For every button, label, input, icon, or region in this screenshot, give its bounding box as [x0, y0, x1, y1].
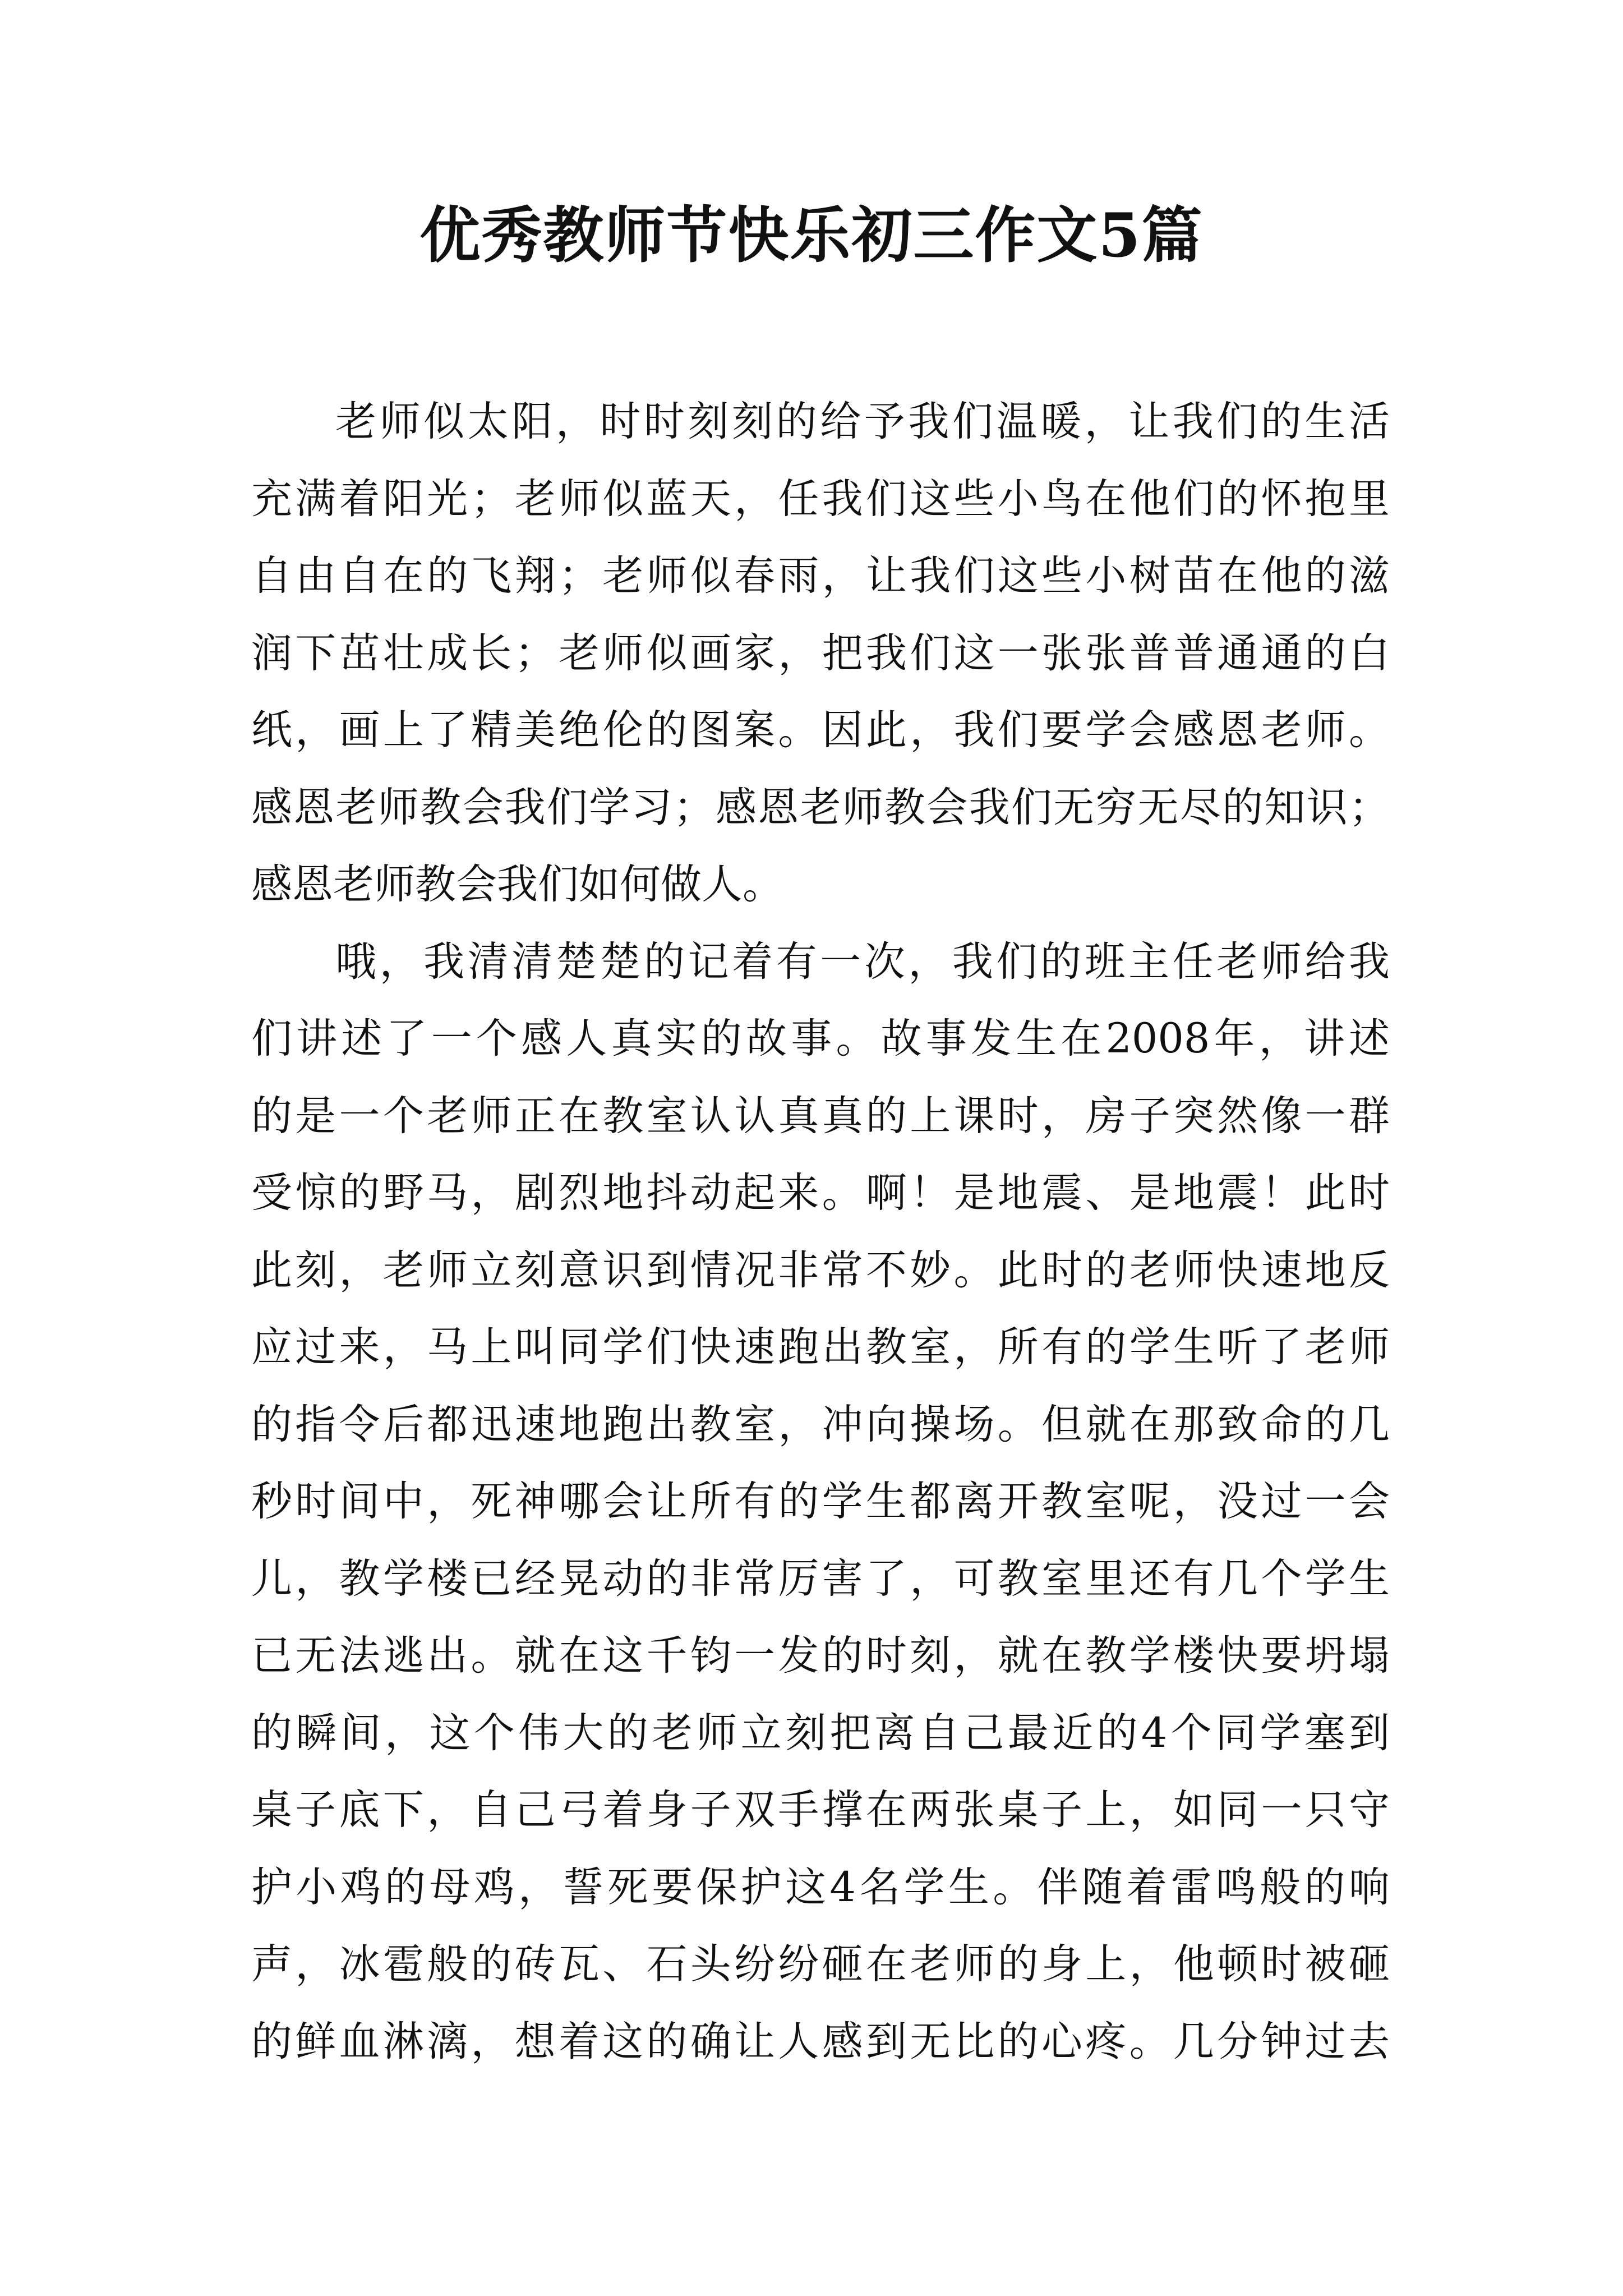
paragraph-line: 哦，我清清楚楚的记着有一次，我们的班主任老师给我 [335, 937, 1390, 986]
paragraph-line: 的是一个老师正在教室认认真真的上课时，房子突然像一群 [251, 1092, 1390, 1140]
paragraph-line: 老师似太阳，时时刻刻的给予我们温暖，让我们的生活 [335, 398, 1390, 445]
paragraph-line: 纸，画上了精美绝伦的图案。因此，我们要学会感恩老师。 [251, 706, 1390, 754]
document-title: 优秀教师节快乐初三作文5篇 [419, 200, 1204, 271]
paragraph-line: 秒时间中，死神哪会让所有的学生都离开教室呢，没过一会 [251, 1478, 1390, 1525]
paragraph [251, 383, 1390, 923]
paragraph-line: 自由自在的飞翔；老师似春雨，让我们这些小树苗在他的滋 [251, 552, 1390, 600]
paragraph-line: 的鲜血淋漓，想着这的确让人感到无比的心疼。几分钟过去 [251, 2017, 1390, 2065]
paragraph-line: 桌子底下，自己弓着身子双手撑在两张桌子上，如同一只守 [251, 1786, 1390, 1834]
paragraph-line: 护小鸡的母鸡，誓死要保护这4名学生。伴随着雷鸣般的响 [251, 1863, 1390, 1911]
paragraph-line: 充满着阳光；老师似蓝天，任我们这些小鸟在他们的怀抱里 [251, 475, 1390, 523]
paragraph-line: 的瞬间，这个伟大的老师立刻把离自己最近的4个同学塞到 [251, 1709, 1390, 1757]
paragraph-line: 受惊的野马，剧烈地抖动起来。啊！是地震、是地震！此时 [251, 1169, 1390, 1217]
paragraph-line: 感恩老师教会我们学习；感恩老师教会我们无穷无尽的知识； [251, 783, 1390, 831]
paragraph-line: 们讲述了一个感人真实的故事。故事发生在2008年，讲述 [251, 1015, 1390, 1062]
paragraph-line: 声，冰雹般的砖瓦、石头纷纷砸在老师的身上，他顿时被砸 [251, 1940, 1390, 1988]
paragraph-line: 感恩老师教会我们如何做人。 [251, 861, 783, 908]
document-body [251, 383, 1390, 2080]
paragraph [251, 923, 1390, 2081]
paragraph-line: 应过来，马上叫同学们快速跑出教室，所有的学生听了老师 [251, 1323, 1390, 1371]
paragraph-line: 儿，教学楼已经晃动的非常厉害了，可教室里还有几个学生 [251, 1554, 1390, 1603]
paragraph-line: 已无法逃出。就在这千钧一发的时刻，就在教学楼快要坍塌 [251, 1632, 1390, 1680]
paragraph-line: 的指令后都迅速地跑出教室，冲向操场。但就在那致命的几 [251, 1400, 1390, 1448]
paragraph-line: 润下茁壮成长；老师似画家，把我们这一张张普普通通的白 [251, 629, 1390, 677]
paragraph-line: 此刻，老师立刻意识到情况非常不妙。此时的老师快速地反 [251, 1246, 1390, 1294]
